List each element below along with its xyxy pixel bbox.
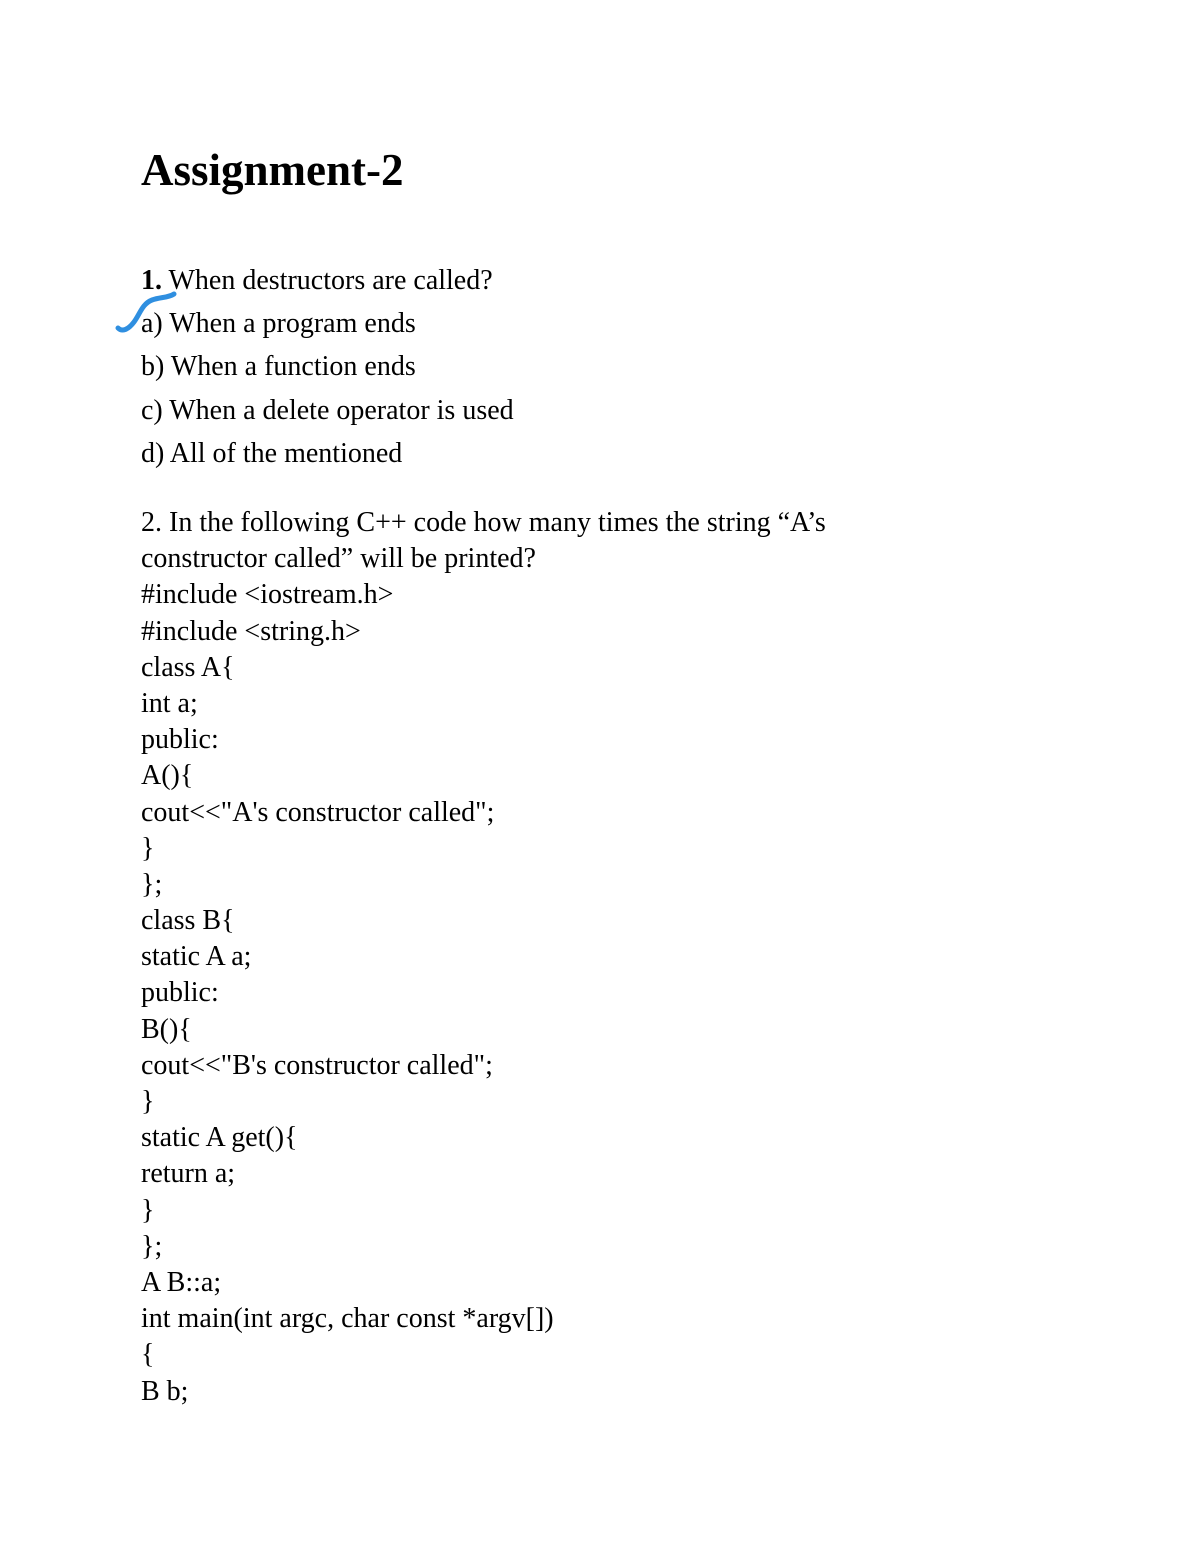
question-1-number: 1. [141, 265, 162, 296]
option-d: d) All of the mentioned [141, 437, 403, 469]
code-line: } [141, 832, 155, 864]
code-line: } [141, 1086, 155, 1117]
question-1-text: When destructors are called? [168, 265, 493, 296]
question-2 [141, 505, 1041, 1410]
code-line: public: [141, 724, 219, 756]
option-c: c) When a delete operator is used [141, 394, 514, 426]
code-line: class A{ [141, 651, 235, 683]
code-line: int a; [141, 687, 198, 719]
question-1 [141, 259, 1041, 475]
code-line: A(){ [141, 760, 194, 792]
code-line: class B{ [141, 905, 235, 937]
code-line: }; [141, 868, 163, 900]
code-line: static A a; [141, 941, 252, 973]
question-2-text-line: 2. In the following C++ code how many times the string “A’s [141, 507, 826, 538]
option-a: a) When a program ends [141, 308, 416, 340]
code-line: cout<<"A's constructor called"; [141, 796, 495, 828]
code-line: } [141, 1194, 155, 1226]
option-b: b) When a function ends [141, 351, 416, 383]
code-line: #include <iostream.h> [141, 579, 394, 611]
code-line: cout<<"B's constructor called"; [141, 1049, 493, 1081]
code-line: B(){ [141, 1013, 192, 1045]
question-1-prompt [141, 259, 1041, 302]
code-line: B b; [141, 1375, 189, 1407]
code-line: return a; [141, 1158, 236, 1190]
question-2-text-line: constructor called” will be printed? [141, 543, 536, 575]
code-line: A B::a; [141, 1266, 222, 1298]
code-line: static A get(){ [141, 1122, 298, 1154]
code-line: }; [141, 1230, 163, 1262]
code-line: { [141, 1339, 155, 1371]
code-line: int main(int argc, char const *argv[]) [141, 1303, 554, 1335]
page-title: Assignment-2 [141, 145, 404, 195]
code-line: #include <string.h> [141, 615, 361, 647]
code-line: public: [141, 977, 219, 1009]
